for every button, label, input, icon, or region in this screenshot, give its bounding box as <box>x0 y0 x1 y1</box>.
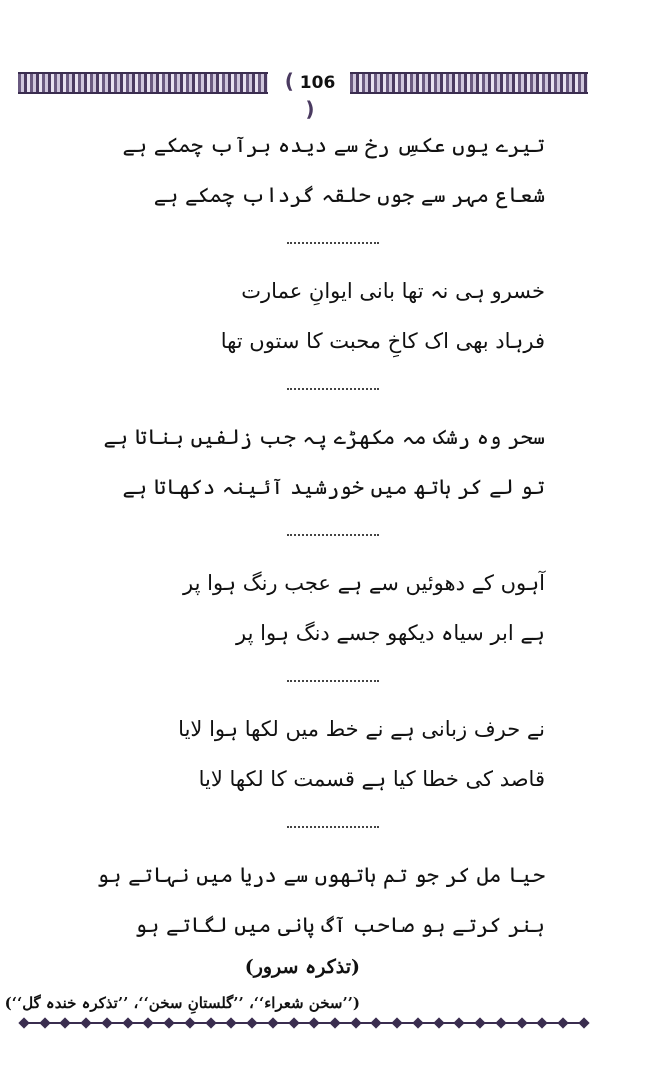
diamond-icon <box>288 1017 299 1028</box>
diamond-icon <box>516 1017 527 1028</box>
verse-line: آہوں کے دھوئیں سے ہے عجب رنگ ہوا پر <box>183 571 545 595</box>
diamond-icon <box>371 1017 382 1028</box>
page-header <box>18 68 588 121</box>
verse-line: ہے ابر سیاہ دیکھو جسے دنگ ہوا پر <box>236 621 545 645</box>
diamond-icon <box>412 1017 423 1028</box>
dotted-separator <box>160 658 545 704</box>
diamond-icon <box>578 1017 589 1028</box>
diamond-icon <box>309 1017 320 1028</box>
verse <box>160 558 545 658</box>
diamond-icon <box>60 1017 71 1028</box>
credit-sources: (’’سخن شعراء‘‘، ’’گلستانِ سخن‘‘، ’’تذکرہ خندہ گل‘‘) <box>4 994 360 1012</box>
diamond-icon <box>163 1017 174 1028</box>
verse <box>103 412 545 512</box>
credit-title: (تذکرہ سرور) <box>244 956 360 978</box>
page-number: 106 <box>299 73 336 93</box>
source-credit <box>4 950 360 1018</box>
verse-line: شعاع مہر سے جوں حلقہ گرداب چمکے ہے <box>153 183 545 207</box>
diamond-icon <box>101 1017 112 1028</box>
dotted-separator <box>160 366 545 412</box>
diamond-icon <box>246 1017 257 1028</box>
verse-line: تیرے یوں عکسِ رخ سے دیدہ برآب چمکے ہے <box>122 133 545 157</box>
ornamental-band-right <box>350 72 588 94</box>
paren-open: ( <box>284 69 294 93</box>
diamond-icon <box>205 1017 216 1028</box>
footer-diamonds <box>20 1015 588 1031</box>
diamond-icon <box>267 1017 278 1028</box>
diamond-icon <box>39 1017 50 1028</box>
diamond-icon <box>329 1017 340 1028</box>
diamond-icon <box>433 1017 444 1028</box>
diamond-icon <box>18 1017 29 1028</box>
verse-line: تو لے کر ہاتھ میں خورشید آئینہ دکھاتا ہے <box>122 475 545 499</box>
diamond-icon <box>184 1017 195 1028</box>
dotted-separator <box>160 220 545 266</box>
verse-line: حیا مل کر جو تم ہاتھوں سے دریا میں نہاتے ہو <box>96 863 545 887</box>
ornamental-band-left <box>18 72 268 94</box>
diamond-icon <box>81 1017 92 1028</box>
paren-close: ) <box>305 97 315 121</box>
dotted-separator <box>160 512 545 558</box>
diamond-icon <box>454 1017 465 1028</box>
verse-line: ہنر کرتے ہو صاحب آگ پانی میں لگاتے ہو <box>134 913 545 937</box>
page-number-box <box>280 68 340 121</box>
diamond-icon <box>143 1017 154 1028</box>
diamond-icon <box>537 1017 548 1028</box>
verse <box>122 120 545 220</box>
verse-line: سحر وہ رشک مہ مکھڑے پہ جب زلفیں بناتا ہے <box>103 425 545 449</box>
poetry-content <box>96 120 545 950</box>
diamond-icon <box>226 1017 237 1028</box>
diamond-icon <box>495 1017 506 1028</box>
diamond-icon <box>392 1017 403 1028</box>
verse <box>160 704 545 804</box>
verse-line: فرہاد بھی اک کاخِ محبت کا ستوں تھا <box>220 329 545 353</box>
dotted-separator <box>160 804 545 850</box>
verse-line: قاصد کی خطا کیا ہے قسمت کا لکھا لایا <box>198 767 545 791</box>
verse <box>96 850 545 950</box>
diamond-icon <box>474 1017 485 1028</box>
verse-line: نے حرف زبانی ہے نے خط میں لکھا ہوا لایا <box>178 717 545 741</box>
verse <box>160 266 545 366</box>
diamond-icon <box>122 1017 133 1028</box>
verse-line: خسرو ہی نہ تھا بانی ایوانِ عمارت <box>241 279 545 303</box>
ornamental-footer <box>20 1015 588 1031</box>
diamond-icon <box>350 1017 361 1028</box>
diamond-icon <box>557 1017 568 1028</box>
